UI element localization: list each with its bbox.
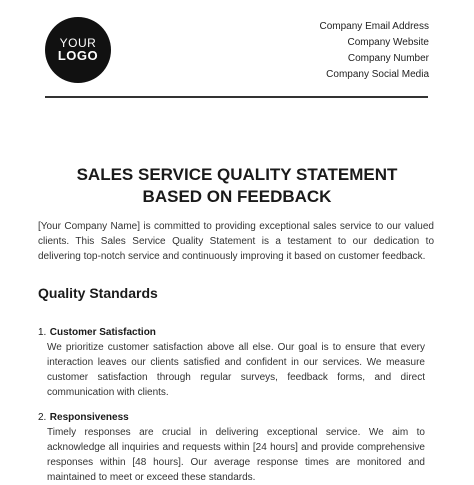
- intro-paragraph: [Your Company Name] is committed to providing exceptional sales service to our valued clients. This Sales Service Quality Statement is a testament to our dedication to delivering top-notch service and continuously improving it based on customer feedback.: [38, 221, 434, 262]
- header-divider: [45, 96, 428, 98]
- company-logo: [45, 17, 111, 83]
- list-item-title: Responsiveness: [49, 412, 129, 423]
- title-line2: BASED ON FEEDBACK: [142, 187, 332, 206]
- company-social-media: Company Social Media: [326, 69, 429, 80]
- logo-text-line1: YOUR: [59, 35, 97, 50]
- title-line1: SALES SERVICE QUALITY STATEMENT: [76, 165, 398, 184]
- section-heading-quality-standards: Quality Standards: [38, 285, 158, 301]
- logo-text-line2: LOGO: [57, 48, 99, 64]
- document-title: [0, 164, 474, 208]
- list-item-title: Customer Satisfaction: [49, 327, 156, 338]
- list-item-number: 1.: [38, 327, 47, 338]
- list-item-heading: [38, 325, 425, 340]
- company-contact-block: [320, 19, 430, 83]
- list-item-body: Timely responses are crucial in delivering exceptional service. We aim to acknowledge all inquiries and requests within [24 hours] and provide comprehensive responses within [48 hours]. Our average response times are monitored and maintained to meet or exceed these standards.: [47, 427, 425, 483]
- list-item-number: 2.: [38, 412, 47, 423]
- company-email: Company Email Address: [319, 21, 429, 32]
- company-number: Company Number: [347, 53, 429, 64]
- list-item-body: We prioritize customer satisfaction above all else. Our goal is to ensure that every interaction leaves our clients satisfied and confident in our services. We measure customer satisfaction through regular surveys, feedback forms, and direct communication with clients.: [47, 342, 425, 398]
- company-website: Company Website: [347, 37, 429, 48]
- list-item-customer-satisfaction: [38, 325, 425, 400]
- list-item-heading: [38, 410, 425, 425]
